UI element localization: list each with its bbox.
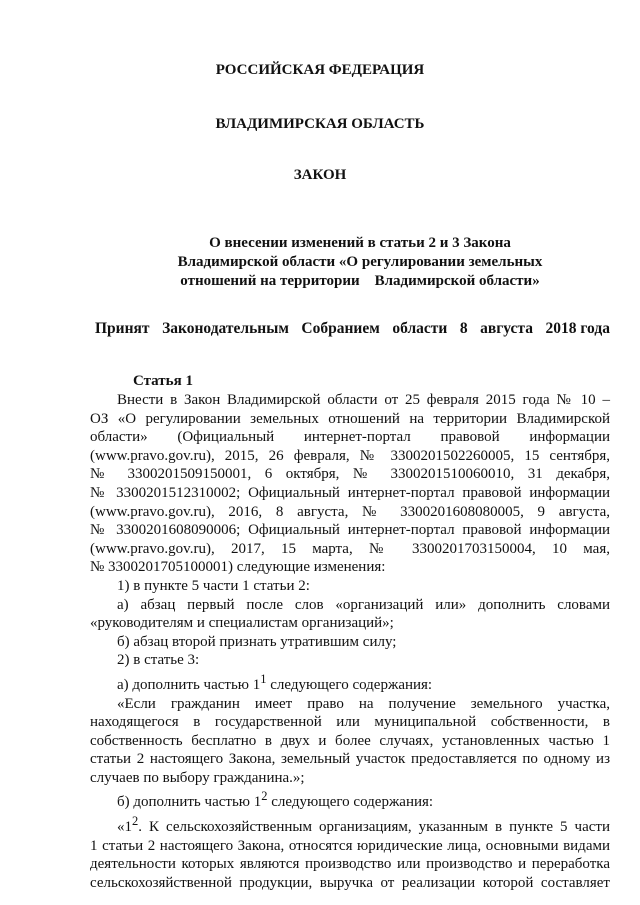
body-line: 1 статьи 2 настоящего Закона, относятся юридические лица, основными видами	[90, 837, 610, 854]
body-line: (www.pravo.gov.ru), 2016, 8 августа, № 3300201608080005, 9 августа,	[90, 503, 610, 520]
body-line: Внести в Закон Владимирской области от 25 февраля 2015 года № 10 –	[117, 392, 610, 408]
body-line	[90, 670, 610, 695]
region-heading: ВЛАДИМИРСКАЯ ОБЛАСТЬ	[215, 116, 425, 132]
body-line: 1) в пункте 5 части 1 статьи 2:	[117, 577, 310, 594]
body-line: 2) в статье 3:	[117, 652, 200, 669]
article-heading: Статья 1	[133, 373, 193, 389]
body-line: находящегося в государственной или муниципальной собственности, в	[90, 714, 610, 731]
body-line: № 3300201608090006; Официальный интернет-портал правовой информации	[90, 522, 610, 539]
law-title-line: Владимирской области «О регулировании земельных	[177, 254, 543, 270]
adoption-word: Собранием	[301, 320, 380, 337]
adoption-statement	[95, 320, 610, 338]
body-fragment: следующего содержания:	[266, 676, 433, 693]
body-line: ОЗ «О регулировании земельных отношений на территории Владимирской	[90, 410, 610, 427]
doc-type-heading: ЗАКОН	[293, 167, 347, 183]
body-fragment: следующего содержания:	[267, 794, 434, 811]
body-line: (www.pravo.gov.ru), 2015, 26 февраля, № 3300201502260005, 15 сентября,	[90, 447, 610, 464]
body-line: № 3300201512310002; Официальный интернет-портал правовой информации	[90, 484, 610, 501]
body-line: случаев по выбору гражданина.»;	[90, 769, 305, 786]
superscript: 2	[132, 814, 139, 829]
body-line: собственность бесплатно в двух и более случаях, установленных частью 1	[90, 732, 610, 749]
superscript: 1	[260, 671, 267, 686]
body-fragment: «1	[117, 819, 132, 836]
body-line: № 3300201705100001) следующие изменения:	[90, 559, 386, 576]
body-line: сельскохозяйственной продукции, выручка от реализации которой составляет	[90, 874, 610, 891]
body-line	[90, 787, 610, 812]
body-fragment: а) дополнить частью 1	[117, 676, 261, 693]
body-line: области» (Официальный интернет-портал правовой информации	[90, 429, 610, 446]
body-line: деятельности которых являются производство или производство и переработка	[90, 856, 610, 873]
law-title-line: отношений на территории Владимирской области»	[180, 273, 540, 289]
adoption-word: области	[392, 320, 448, 337]
adoption-word: августа	[480, 320, 533, 337]
adoption-word: 8	[459, 320, 468, 337]
law-title	[140, 234, 580, 291]
body-line: «Если гражданин имеет право на получение земельного участка,	[117, 695, 610, 712]
adoption-word: Законодательным	[162, 320, 289, 337]
body-line: (www.pravo.gov.ru), 2017, 15 марта, № 3300201703150004, 10 мая,	[90, 540, 610, 557]
body-line: статьи 2 настоящего Закона, земельный участок предоставляется по одному из	[90, 751, 610, 768]
body-fragment: б) дополнить частью 1	[117, 794, 262, 811]
body-fragment: . К сельскохозяйственным организациям, указанным в пункте 5 части	[138, 819, 610, 836]
body-line: «руководителям и специалистам организаций»;	[90, 615, 394, 632]
federation-heading: РОССИЙСКАЯ ФЕДЕРАЦИЯ	[215, 62, 425, 78]
body-line: № 3300201509150001, 6 октября, № 3300201510060010, 31 декабря,	[90, 466, 610, 483]
body-line	[90, 812, 610, 837]
article-body	[90, 391, 610, 892]
body-line: б) абзац второй признать утратившим силу;	[117, 633, 397, 650]
adoption-word: Принят	[95, 320, 150, 337]
adoption-date: 2018 года	[545, 320, 610, 337]
superscript: 2	[261, 789, 268, 804]
body-line: а) абзац первый после слов «организаций или» дополнить словами	[117, 596, 610, 613]
law-title-line: О внесении изменений в статьи 2 и 3 Закона	[209, 235, 511, 251]
